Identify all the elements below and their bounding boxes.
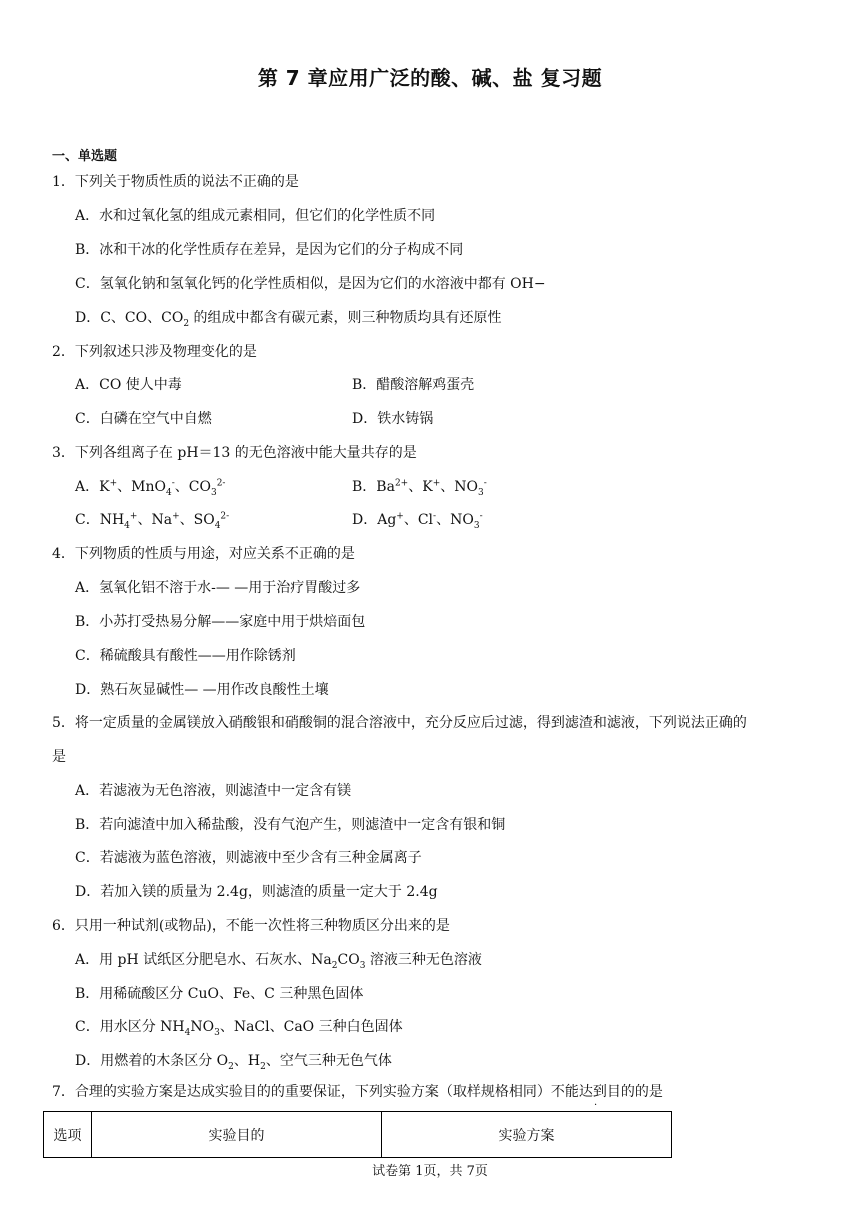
question-3-stem: 3．下列各组离子在 pH＝13 的无色溶液中能大量共存的是: [52, 445, 417, 461]
question-6-option-b: B．用稀硫酸区分 CuO、Fe、C 三种黑色固体: [75, 986, 364, 1002]
question-1-option-a: A．水和过氧化氢的组成元素相同，但它们的化学性质不同: [75, 208, 436, 224]
table-header-purpose: 实验目的: [92, 1112, 382, 1158]
question-2-option-b: B．醋酸溶解鸡蛋壳: [352, 377, 475, 393]
question-3-option-d: D．Ag+、Cl-、$NO_3^-$: [352, 511, 483, 531]
question-5-option-a: A．若滤液为无色溶液，则滤渣中一定含有镁: [75, 783, 352, 799]
section-heading: 一、单选题: [52, 149, 118, 164]
question-5-option-b: B．若向滤渣中加入稀盐酸，没有气泡产生，则滤渣中一定含有银和铜: [75, 817, 506, 833]
question-4-option-c: C．稀硫酸具有酸性——用作除锈剂: [75, 648, 296, 664]
table-header-option: 选项: [44, 1112, 92, 1158]
question-5-option-d: D．若加入镁的质量为 2.4g，则滤渣的质量一定大于 2.4g: [75, 884, 438, 900]
question-1-stem: 1．下列关于物质性质的说法不正确的是: [52, 174, 299, 190]
table-header-row: [44, 1112, 672, 1158]
experiment-table: [43, 1111, 672, 1158]
question-1-option-b: B．冰和干冰的化学性质存在差异，是因为它们的分子构成不同: [75, 242, 464, 258]
question-4-option-a: A．氢氧化铝不溶于水-— —用于治疗胃酸过多: [75, 580, 361, 596]
question-3-option-a: A．K+、MnO$_4$-、$CO_3^{2-}$: [75, 478, 226, 498]
question-2-option-c: C．白磷在空气中自燃: [75, 411, 212, 427]
question-2-stem: 2．下列叙述只涉及物理变化的是: [52, 344, 257, 360]
question-3-option-b: B．$Ba^{2+}$、K+、$NO_3^-$: [352, 478, 487, 498]
question-6-option-d: D．用燃着的木条区分 $O_2$、$H_2$、空气三种无色气体: [75, 1053, 392, 1072]
question-6-option-c: C．用水区分 $NH_4NO_3$、NaCl、CaO 三种白色固体: [75, 1019, 403, 1038]
question-1-option-d: D．C、CO、$CO_2$ 的组成中都含有碳元素，则三种物质均具有还原性: [75, 310, 502, 329]
page-footer: 试卷第 1页，共 7页: [372, 1164, 488, 1179]
question-6-option-a: A．用 pH 试纸区分肥皂水、石灰水、$Na_2CO_3$ 溶液三种无色溶液: [75, 952, 482, 971]
question-7-stem: 7．合理的实验方案是达成实验目的的重要保证，下列实验方案（取样规格相同）不能达到目的的是: [52, 1084, 663, 1100]
question-6-stem: 6．只用一种试剂(或物品)，不能一次性将三种物质区分出来的是: [52, 918, 450, 934]
page-title: 第 7 章应用广泛的酸、碱、盐 复习题: [257, 66, 603, 90]
question-2-option-a: A．CO 使人中毒: [75, 377, 182, 393]
question-4-option-d: D．熟石灰显碱性— —用作改良酸性土壤: [75, 682, 329, 698]
question-4-stem: 4．下列物质的性质与用途，对应关系不正确的是: [52, 546, 355, 562]
table-header-plan: 实验方案: [382, 1112, 672, 1158]
question-2-option-d: D．铁水铸锅: [352, 411, 434, 427]
question-5-stem-continued: 是: [52, 749, 66, 765]
question-3-option-c: C．$NH_4^+$、Na+、$SO_4^{2-}$: [75, 511, 230, 531]
question-5-stem: 5．将一定质量的金属镁放入硝酸银和硝酸铜的混合溶液中，充分反应后过滤，得到滤渣和滤液，下列说法正确的: [52, 715, 747, 731]
question-1-option-c: C．氢氧化钠和氢氧化钙的化学性质相似，是因为它们的水溶液中都有 OH−: [75, 276, 546, 292]
question-5-option-c: C．若滤液为蓝色溶液，则滤液中至少含有三种金属离子: [75, 850, 422, 866]
emphasis-dot: ·: [594, 1100, 598, 1111]
question-4-option-b: B．小苏打受热易分解——家庭中用于烘焙面包: [75, 614, 366, 630]
